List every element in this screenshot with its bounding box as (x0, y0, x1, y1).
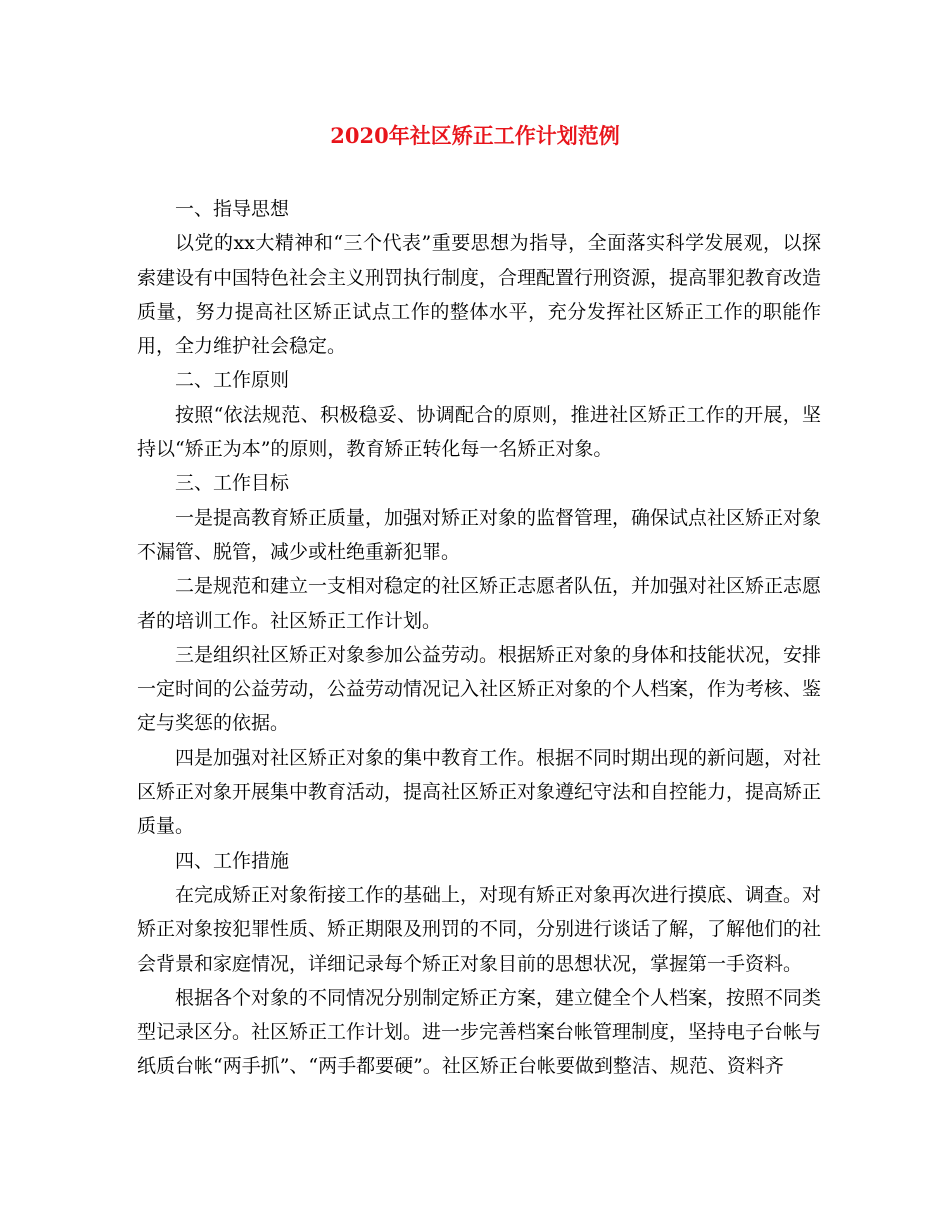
section-heading-work-measures: 四、工作措施 (175, 849, 290, 872)
document-body (137, 192, 821, 1084)
paragraph-goal-three: 三是组织社区矫正对象参加公益劳动。根据矫正对象的身体和技能状况，安排一定时间的公益劳动，公益劳动情况记入社区矫正对象的个人档案，作为考核、鉴定与奖惩的依据。 (137, 643, 822, 735)
paragraph-measures-two: 根据各个对象的不同情况分别制定矫正方案，建立健全个人档案，按照不同类型记录区分。社区矫正工作计划。进一步完善档案台帐管理制度，坚持电子台帐与纸质台帐“两手抓”、“两手都要硬”。社区矫正台帐要做到整洁、规范、资料齐 (137, 986, 822, 1078)
section-heading-guiding-ideology: 一、指导思想 (175, 198, 290, 220)
section-heading-work-goals: 三、工作目标 (175, 472, 290, 495)
document-title: 2020年社区矫正工作计划范例 (330, 123, 620, 148)
section-heading-work-principles: 二、工作原则 (175, 369, 290, 392)
paragraph-goal-one: 一是提高教育矫正质量，加强对矫正对象的监督管理，确保试点社区矫正对象不漏管、脱管，减少或杜绝重新犯罪。 (137, 506, 822, 563)
paragraph-goal-four: 四是加强对社区矫正对象的集中教育工作。根据不同时期出现的新问题，对社区矫正对象开展集中教育活动，提高社区矫正对象遵纪守法和自控能力，提高矫正质量。 (137, 746, 822, 838)
paragraph-work-principles: 按照“依法规范、积极稳妥、协调配合的原则，推进社区矫正工作的开展，坚持以“矫正为本”的原则，教育矫正转化每一名矫正对象。 (137, 403, 821, 461)
paragraph-goal-two: 二是规范和建立一支相对稳定的社区矫正志愿者队伍，并加强对社区矫正志愿者的培训工作。社区矫正工作计划。 (137, 575, 822, 632)
paragraph-measures-one: 在完成矫正对象衔接工作的基础上，对现有矫正对象再次进行摸底、调查。对矫正对象按犯罪性质、矫正期限及刑罚的不同，分别进行谈话了解，了解他们的社会背景和家庭情况，详细记录每个矫正对象目前的思想状况，掌握第一手资料。 (137, 883, 822, 975)
paragraph-guiding-ideology: 以党的xx大精神和“三个代表”重要思想为指导，全面落实科学发展观，以探索建设有中国特色社会主义刑罚执行制度，合理配置行刑资源，提高罪犯教育改造质量，努力提高社区矫正试点工作的整体水平，充分发挥社区矫正工作的职能作用，全力维护社会稳定。 (137, 232, 822, 358)
